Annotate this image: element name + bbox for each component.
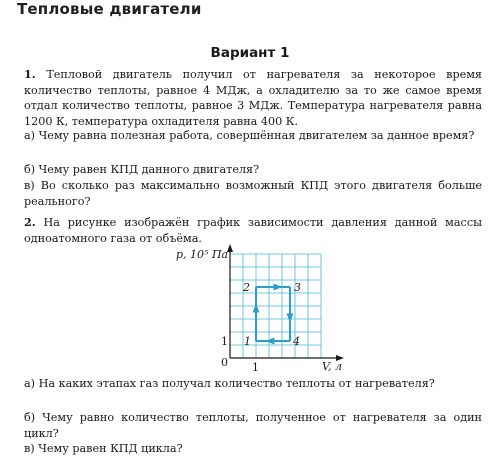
point-2-label: 2 [243, 281, 250, 294]
task-1-text: Тепловой двигатель получил от нагревателя за некоторое время количество теплоты, равное 4 МДж, а охладителю за то же самое время отдал количество теплоты, равное 3 МДж. Температура нагревателя равна 1200 К, температура охладителя равна 400 К. [24, 68, 482, 128]
pv-diagram [170, 244, 345, 372]
task-1-question-c: в) Во сколько раз максимально возможный КПД этого двигателя больше реального? [24, 179, 482, 208]
page-title: Тепловые двигатели [17, 0, 202, 18]
task-1-statement [24, 67, 482, 129]
task-2-question-c: в) Чему равен КПД цикла? [24, 442, 183, 455]
point-4-label: 4 [293, 335, 300, 348]
variant-title: Вариант 1 [210, 45, 290, 61]
y-axis-label: p, 10⁵ Па [176, 248, 229, 261]
origin-label: 0 [221, 356, 228, 369]
task-2-text: На рисунке изображён график зависимости давления данной массы одноатомного газа от объёма. [24, 216, 482, 245]
y-tick-1: 1 [221, 335, 228, 348]
x-axis-label: V, л [322, 360, 343, 372]
task-2-statement [24, 215, 482, 246]
task-1-question-a: а) Чему равна полезная работа, совершённая двигателем за данное время? [24, 129, 475, 142]
task-1-question-b: б) Чему равен КПД данного двигателя? [24, 163, 260, 176]
x-tick-1: 1 [252, 361, 259, 372]
task-2-question-b: б) Чему равно количество теплоты, полученное от нагревателя за один цикл? [24, 411, 482, 440]
task-1-number: 1. [24, 67, 36, 81]
point-1-label: 1 [244, 335, 251, 348]
task-2-number: 2. [24, 215, 36, 229]
cycle [256, 287, 290, 341]
point-3-label: 3 [294, 281, 301, 294]
task-2-question-a: а) На каких этапах газ получал количество теплоты от нагревателя? [24, 377, 435, 390]
